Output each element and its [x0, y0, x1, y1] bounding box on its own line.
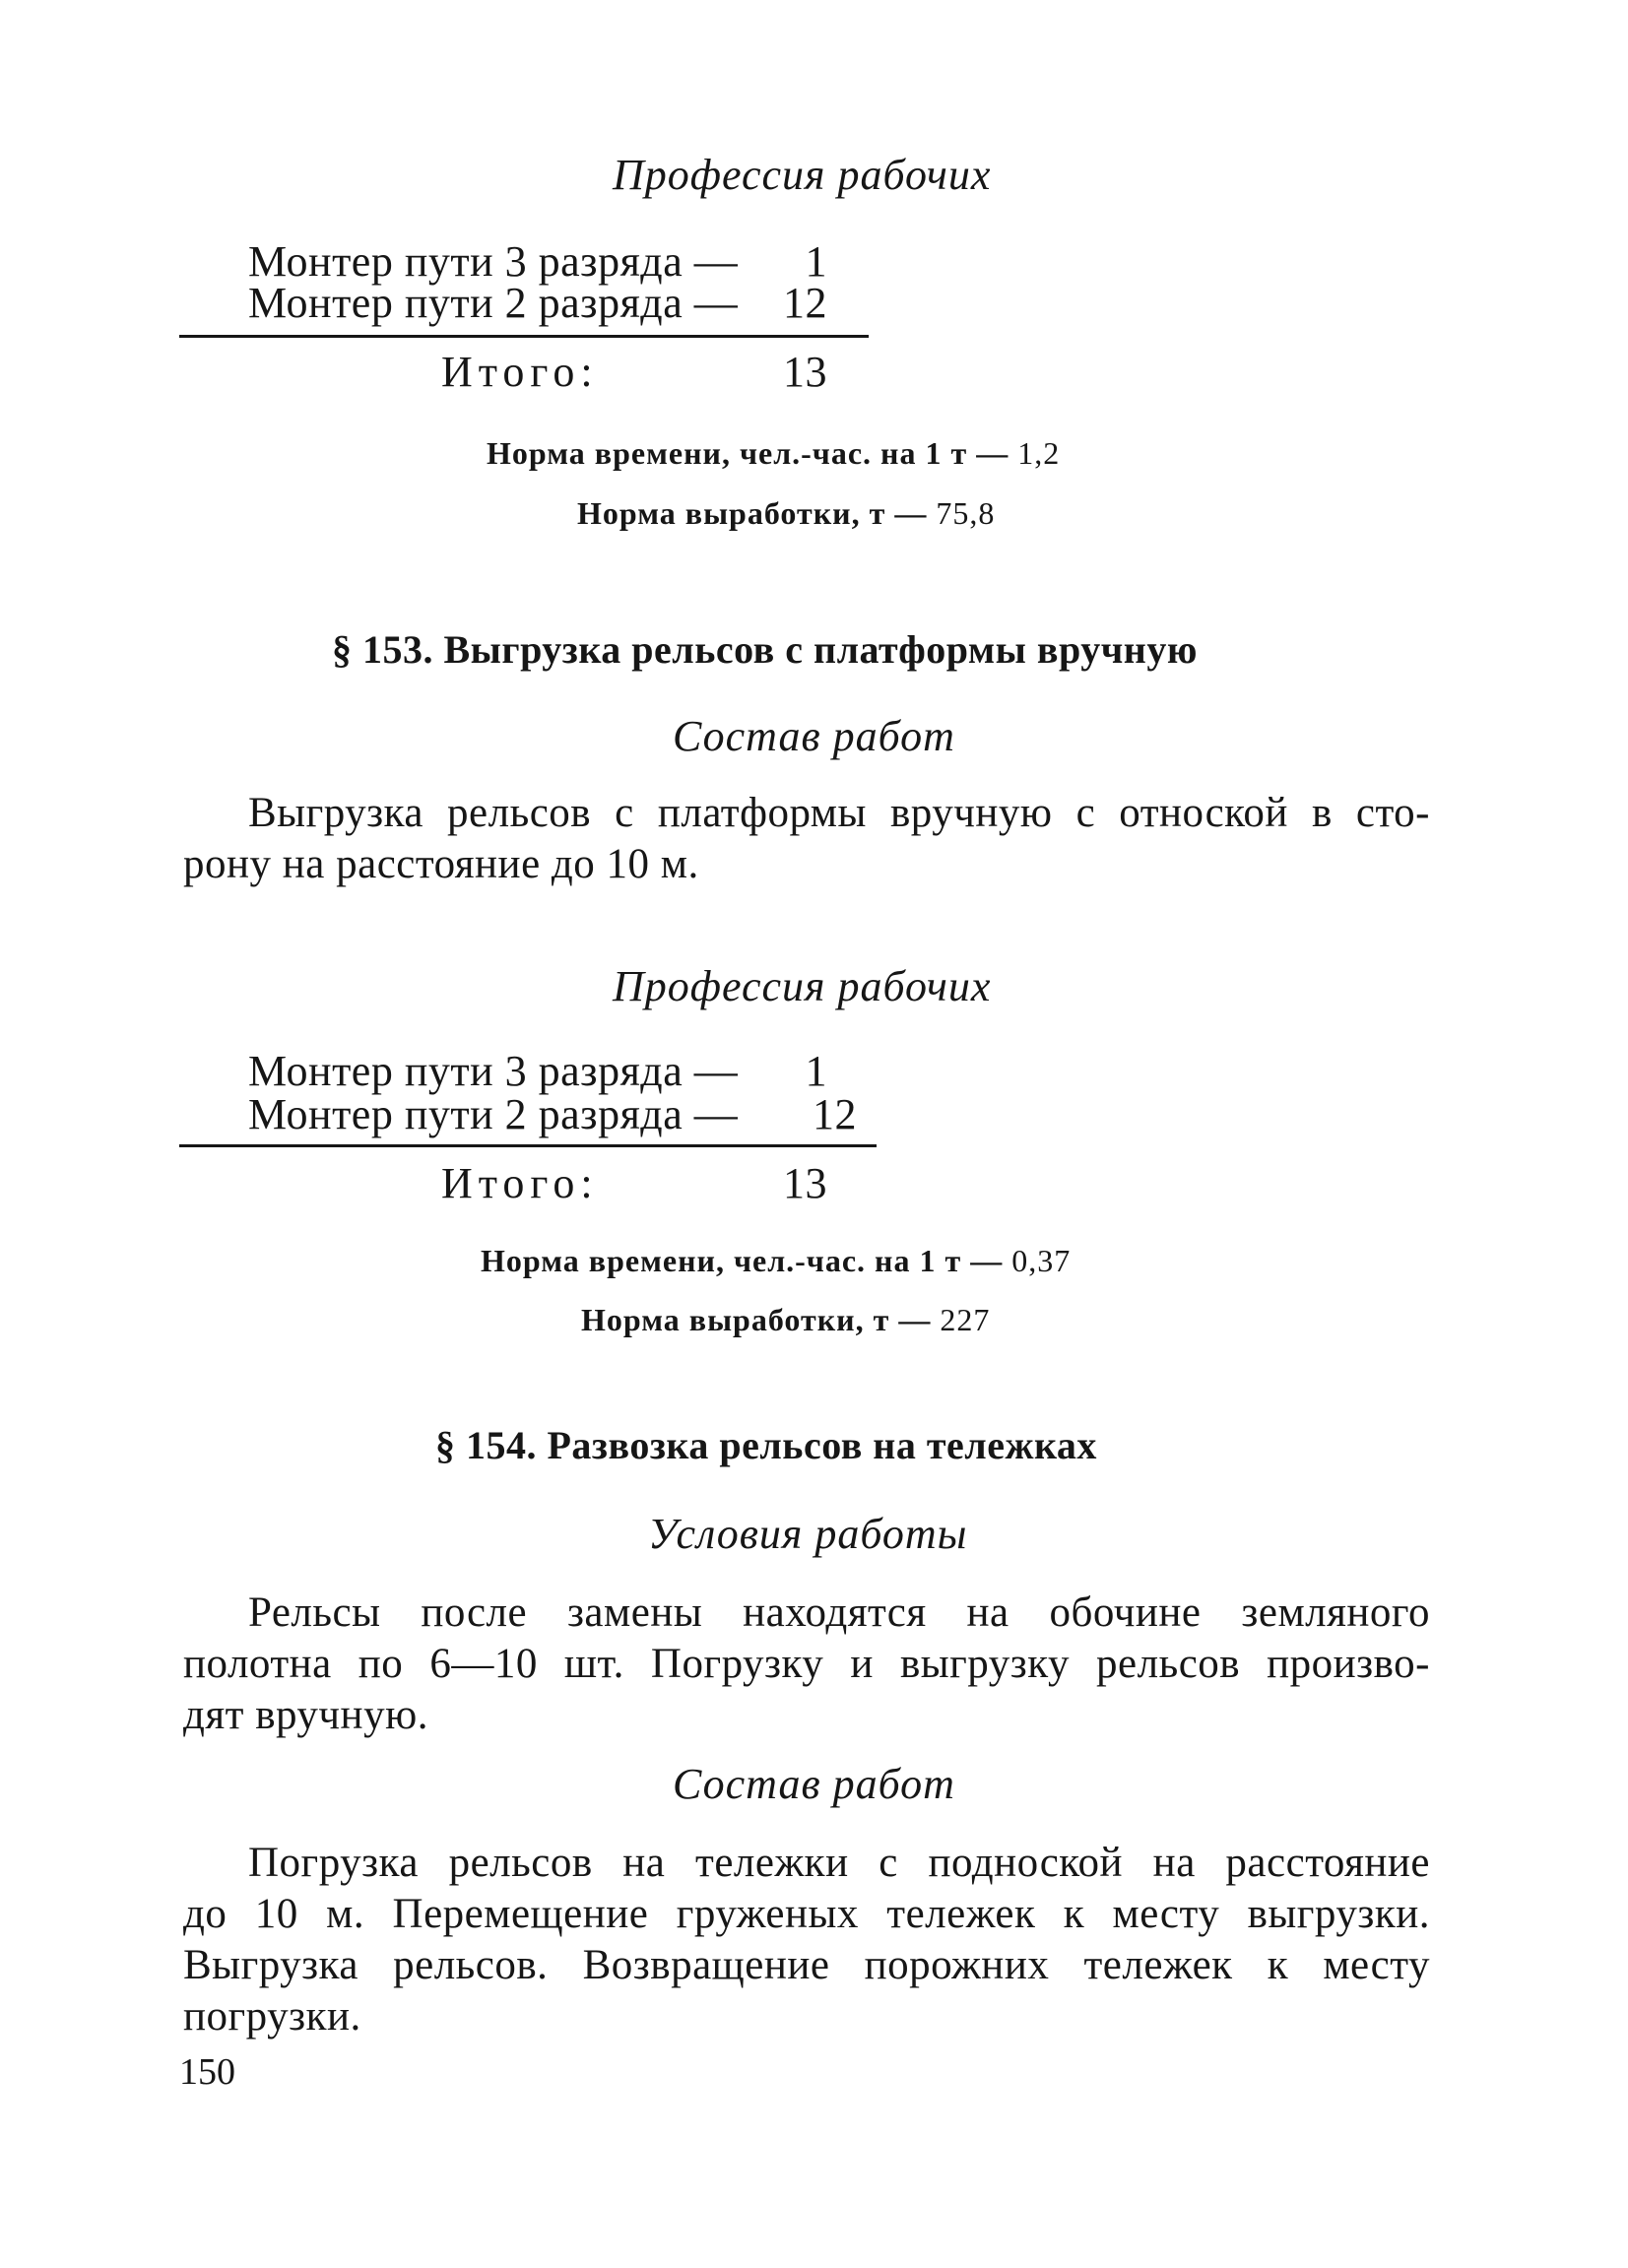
- total-value: 13: [783, 1159, 827, 1207]
- total-label: Итого:: [441, 1159, 599, 1207]
- work-heading: Состав работ: [673, 1760, 955, 1808]
- conditions-heading: Условия работы: [648, 1510, 968, 1558]
- text-line: Погрузка рельсов на тележки с подноской на расстояние: [248, 1840, 1430, 1886]
- work-heading: Состав работ: [673, 712, 955, 760]
- crew-row-label: Монтер пути 3 разряда —: [248, 237, 739, 286]
- crew-row-count: 12: [783, 279, 827, 327]
- output-norm-label: Норма выработки, т —: [581, 1302, 932, 1337]
- crew-row-label: Монтер пути 3 разряда —: [248, 1047, 739, 1095]
- text-line: дят вручную.: [183, 1692, 428, 1738]
- text-line: до 10 м. Перемещение груженых тележек к месту выгрузки.: [183, 1891, 1430, 1937]
- text-line: Выгрузка рельсов. Возвращение порожних тележек к месту: [183, 1942, 1430, 1988]
- time-norm-value: 1,2: [1017, 435, 1061, 471]
- output-norm-value: 227: [940, 1302, 991, 1337]
- text-line: Выгрузка рельсов с платформы вручную с отноской в сто-: [248, 790, 1430, 836]
- time-norm: [487, 435, 1060, 472]
- crew-row-count: 1: [805, 237, 827, 286]
- output-norm: [581, 1302, 990, 1338]
- conditions-description: [183, 1588, 1430, 1741]
- crew-heading: Профессия рабочих: [613, 962, 992, 1010]
- crew-row-count: 12: [813, 1090, 857, 1138]
- total-label: Итого:: [441, 348, 599, 396]
- text-line: рону на расстояние до 10 м.: [183, 841, 699, 887]
- crew-heading: Профессия рабочих: [613, 151, 992, 199]
- crew-row-label: Монтер пути 2 разряда —: [248, 1090, 739, 1138]
- time-norm-value: 0,37: [1011, 1243, 1072, 1278]
- work-description: [183, 788, 1430, 890]
- total-rule: [179, 335, 869, 338]
- text-line: погрузки.: [183, 1993, 361, 2040]
- work-description: [183, 1838, 1430, 2042]
- crew-row-count: 1: [805, 1047, 827, 1095]
- text-line: полотна по 6—10 шт. Погрузку и выгрузку рельсов произво-: [183, 1641, 1430, 1687]
- time-norm: [481, 1243, 1071, 1279]
- time-norm-label: Норма времени, чел.-час. на 1 т —: [481, 1243, 1004, 1278]
- crew-row-label: Монтер пути 2 разряда —: [248, 279, 739, 327]
- section-153-title: § 153. Выгрузка рельсов с платформы вручную: [332, 627, 1198, 672]
- page-number: 150: [179, 2051, 235, 2093]
- section-154-title: § 154. Развозка рельсов на тележках: [435, 1423, 1097, 1467]
- output-norm: [577, 495, 995, 532]
- output-norm-value: 75,8: [936, 495, 996, 531]
- total-rule: [179, 1144, 877, 1147]
- text-line: Рельсы после замены находятся на обочине земляного: [248, 1589, 1430, 1636]
- output-norm-label: Норма выработки, т —: [577, 495, 928, 531]
- total-value: 13: [783, 348, 827, 396]
- time-norm-label: Норма времени, чел.-час. на 1 т —: [487, 435, 1009, 471]
